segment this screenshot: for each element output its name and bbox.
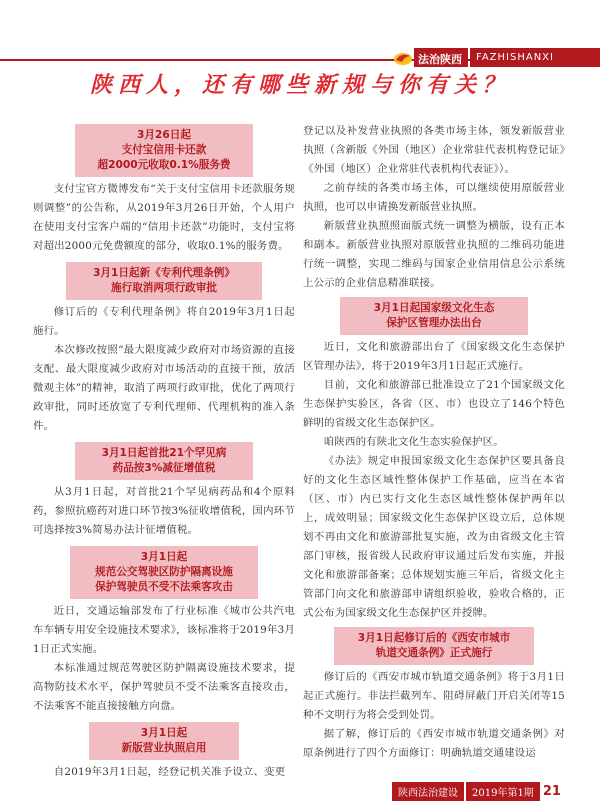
paragraph: 登记以及补发营业执照的各类市场主体，领发新版营业执照（含新版《外国（地区）企业常驻代表机构登记证》《外国（地区）企业常驻代表机构代表证》）。 bbox=[303, 125, 565, 175]
paragraph: 近日，文化和旅游部出台了《国家级文化生态保护区管理办法》，将于2019年3月1日起正式施行。 bbox=[303, 341, 565, 372]
right-column bbox=[303, 122, 565, 763]
subheading-business-license bbox=[89, 722, 239, 760]
issue-label: 2019年第1期 bbox=[466, 782, 540, 801]
subheading-line: 保护区管理办法出台 bbox=[386, 317, 482, 329]
subheading-line: 规范公交驾驶区防护隔离设施 bbox=[95, 566, 233, 578]
subheading-line: 轨道交通条例》正式施行 bbox=[375, 647, 493, 659]
subheading-bus-driver bbox=[70, 546, 258, 599]
page-title: 陕西人，还有哪些新规与你有关？ bbox=[89, 73, 510, 98]
subheading-rare-disease bbox=[75, 442, 253, 480]
left-column bbox=[33, 122, 295, 782]
paragraph: 本标准通过规范驾驶区防护隔离设施技术要求，提高物防技术水平，保护驾驶员不受不法乘客直接攻击，不法乘客不能直接接触方向盘。 bbox=[33, 662, 295, 712]
subheading-line: 超2000元收取0.1%服务费 bbox=[97, 159, 231, 171]
journal-name: 陕西法治建设 bbox=[392, 782, 464, 801]
subheading-line: 3月1日起首批21个罕见病 bbox=[101, 447, 227, 459]
subheading-line: 3月1日起 bbox=[140, 727, 188, 739]
section-header bbox=[392, 48, 600, 67]
paragraph: 修订后的《专利代理条例》将自2019年3月1日起施行。 bbox=[33, 306, 295, 337]
subheading-patent bbox=[66, 262, 262, 300]
page-number: 21 bbox=[542, 783, 561, 799]
paragraph: 之前存续的各类市场主体，可以继续使用原版营业执照，也可以申请换发新版营业执照。 bbox=[303, 182, 565, 213]
subheading-line: 保护驾驶员不受不法乘客攻击 bbox=[95, 581, 233, 593]
subheading-line: 支付宝信用卡还款 bbox=[121, 144, 207, 156]
subheading-line: 3月1日起新《专利代理条例》 bbox=[93, 267, 235, 279]
subheading-line: 新版营业执照启用 bbox=[121, 742, 207, 754]
paragraph: 近日，交通运输部发布了行业标准《城市公共汽电车车辆专用安全设施技术要求》，该标准将于2019年3月1日正式实施。 bbox=[33, 605, 295, 655]
subheading-line: 3月1日起 bbox=[140, 551, 188, 563]
flame-logo-icon bbox=[392, 48, 414, 67]
paragraph: 咱陕西的有陕北文化生态实验保护区。 bbox=[323, 436, 504, 448]
section-title-cn: 法治陕西 bbox=[414, 48, 468, 67]
subheading-cultural-ecology bbox=[340, 297, 528, 335]
paragraph: 目前，文化和旅游部已批准设立了21个国家级文化生态保护实验区，各省（区、市）也设立了146个特色鲜明的省级文化生态保护区。 bbox=[303, 379, 565, 429]
subheading-line: 3月26日起 bbox=[137, 129, 191, 141]
subheading-line: 3月1日起修订后的《西安市城市 bbox=[357, 632, 511, 644]
paragraph: 修订后的《西安市城市轨道交通条例》将于3月1日起正式施行。非法拦截列车、阻碍屏蔽门开启关闭等15种不文明行为将会受到处罚。 bbox=[303, 671, 565, 721]
subheading-xian-metro bbox=[334, 627, 534, 665]
subheading-line: 药品按3%减征增值税 bbox=[112, 462, 216, 474]
paragraph: 自2019年3月1日起，经登记机关准予设立、变更 bbox=[53, 766, 286, 778]
subheading-alipay bbox=[75, 124, 253, 177]
paragraph: 新版营业执照照面版式统一调整为横版，设有正本和副本。新版营业执照对原版营业执照的二维码功能进行统一调整，实现二维码与国家企业信用信息公示系统上公示的企业信息精准联接。 bbox=[303, 220, 565, 289]
subheading-line: 3月1日起国家级文化生态 bbox=[373, 302, 495, 314]
paragraph: 支付宝官方微博发布“关于支付宝信用卡还款服务规则调整”的公告称，从2019年3月26日开始，个人用户在使用支付宝客户端的“信用卡还款”功能时，支付宝将对超出2000元免费额度的部分，收取0.1%的服务费。 bbox=[33, 183, 295, 252]
paragraph: 本次修改按照“最大限度减少政府对市场资源的直接支配、最大限度减少政府对市场活动的直接干预，放活微观主体”的精神，取消了两项行政审批，优化了两项行政审批，同时还放宽了专利代理师、代理机构的准入条件。 bbox=[33, 344, 295, 432]
section-title-en: FAZHISHANXI bbox=[470, 48, 600, 67]
subheading-line: 施行取消两项行政审批 bbox=[111, 282, 217, 294]
paragraph: 《办法》规定申报国家级文化生态保护区要具备良好的文化生态区域性整体保护工作基础，应当在本省（区、市）内已实行文化生态区域性整体保护两年以上，成效明显；国家级文化生态保护区设立后，总体规划不再由文化和旅游部批复实施，改为由省级文化主管部门审核，报省级人民政府审议通过后发布实施，并报文化和旅游部备案；总体规划实施三年后，省级文化主管部门向文化和旅游部申请组织验收，验收合格的，正式公布为国家级文化生态保护区并授牌。 bbox=[303, 455, 565, 619]
paragraph: 从3月1日起，对首批21个罕见病药品和4个原料药，参照抗癌药对进口环节按3%征收增值税，国内环节可选择按3%简易办法计征增值税。 bbox=[33, 486, 295, 536]
paragraph: 据了解，修订后的《西安市城市轨道交通条例》对原条例进行了四个方面修订：明确轨道交通建设运 bbox=[303, 728, 565, 759]
page-footer bbox=[392, 782, 561, 800]
